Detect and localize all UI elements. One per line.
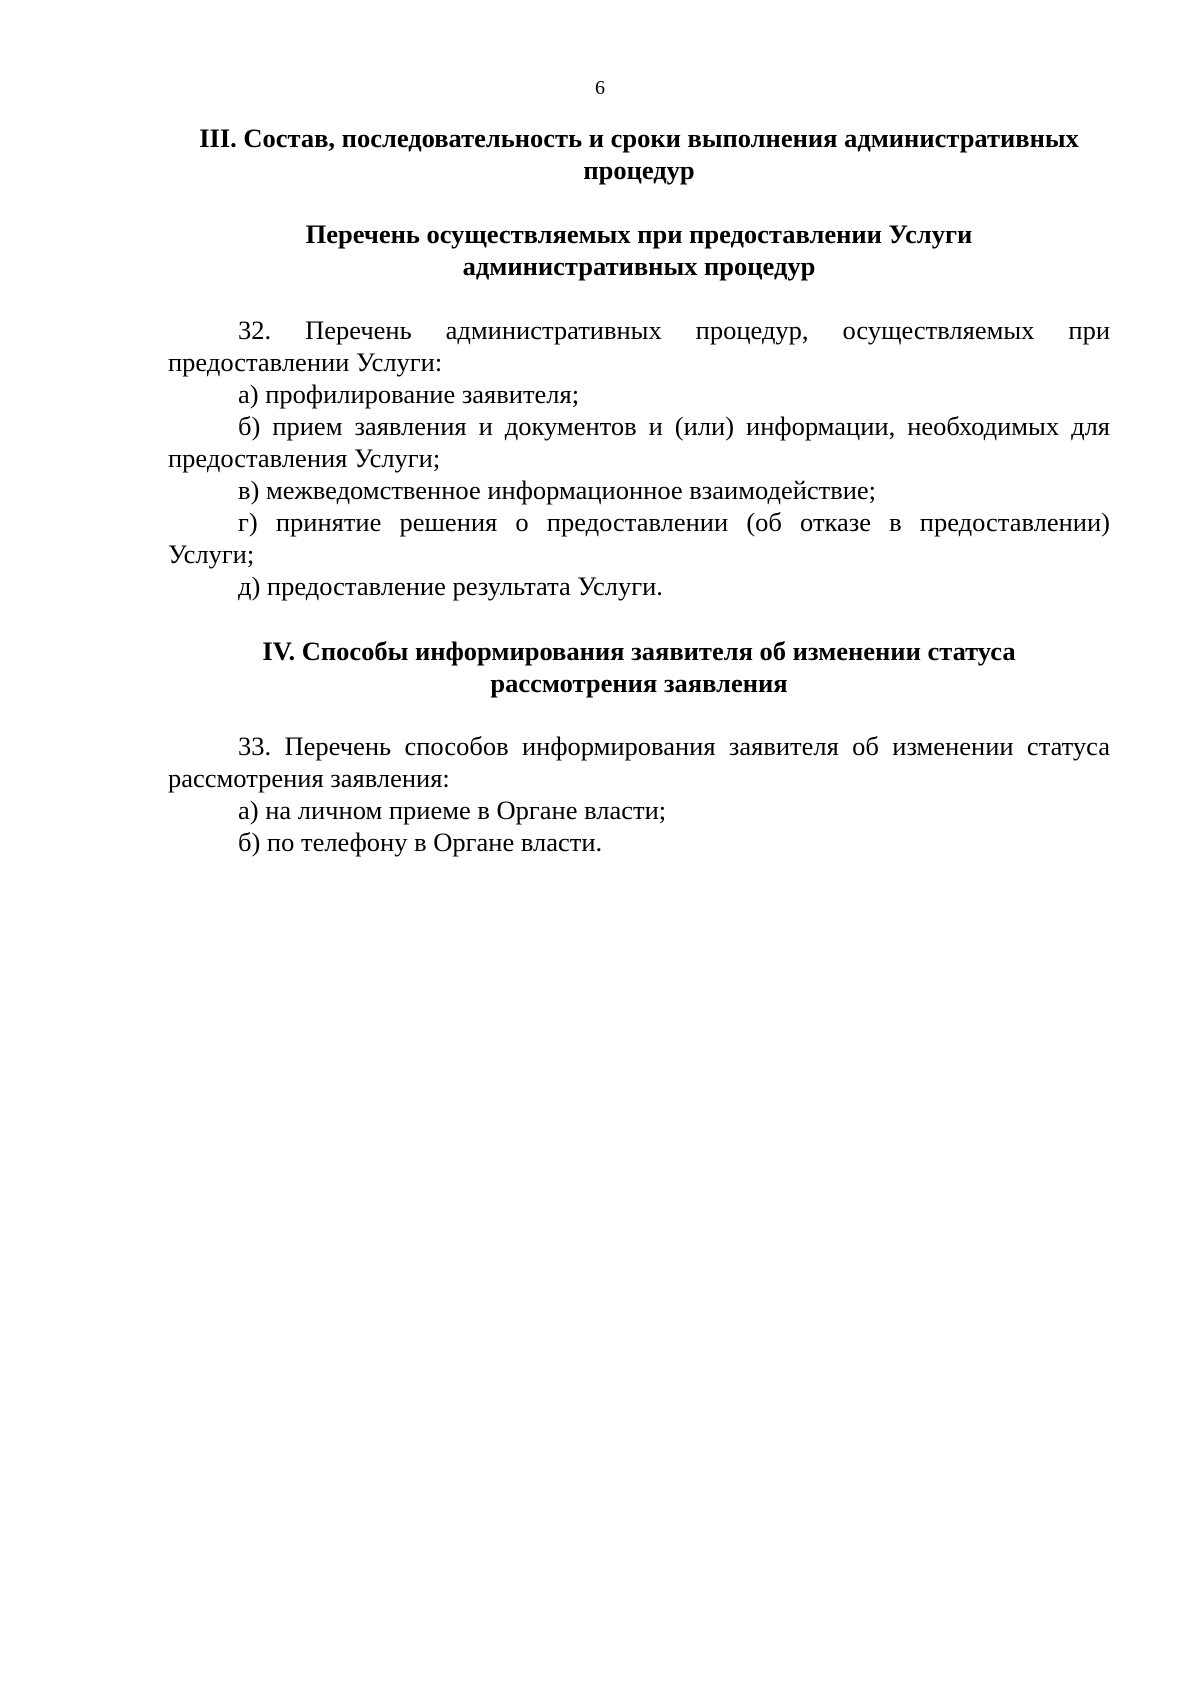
- page-number: 6: [595, 77, 605, 99]
- list-item-b-reception-line-1: б) прием заявления и документов и (или) информации, необходимых для: [238, 411, 1110, 441]
- list-item-d-result: д) предоставление результата Услуги.: [238, 571, 663, 601]
- section-4-heading-line-1: IV. Способы информирования заявителя об изменении статуса: [262, 636, 1016, 666]
- paragraph-32-line-1: 32. Перечень административных процедур, осуществляемых при: [238, 315, 1110, 345]
- section-4-heading-line-2: рассмотрения заявления: [490, 668, 788, 698]
- section-3-heading-line-1: III. Состав, последовательность и сроки выполнения административных: [199, 123, 1079, 153]
- document-body: [168, 122, 1110, 858]
- paragraph-33-line-1: 33. Перечень способов информирования заявителя об изменении статуса: [238, 731, 1110, 761]
- list-item-b-phone: б) по телефону в Органе власти.: [238, 827, 603, 857]
- paragraph-32-line-2: предоставлении Услуги:: [168, 347, 443, 377]
- list-item-g-decision-line-1: г) принятие решения о предоставлении (об отказе в предоставлении): [238, 507, 1110, 537]
- list-item-b-reception-line-2: предоставления Услуги;: [168, 443, 441, 473]
- paragraph-33: [168, 730, 1110, 858]
- section-3-subheading-line-2: административных процедур: [462, 251, 816, 281]
- list-item-v-interagency: в) межведомственное информационное взаимодействие;: [238, 475, 877, 505]
- paragraph-32: [168, 314, 1110, 602]
- section-3-subheading: [168, 218, 1110, 282]
- list-item-a-in-person: а) на личном приеме в Органе власти;: [238, 795, 667, 825]
- paragraph-33-line-2: рассмотрения заявления:: [168, 763, 450, 793]
- section-3-heading: [168, 122, 1110, 186]
- section-3-heading-line-2: процедур: [583, 155, 695, 185]
- list-item-g-decision-line-2: Услуги;: [168, 539, 255, 569]
- section-4-heading: [168, 635, 1110, 699]
- section-3-subheading-line-1: Перечень осуществляемых при предоставлении Услуги: [305, 219, 973, 249]
- list-item-a-profiling: а) профилирование заявителя;: [238, 379, 580, 409]
